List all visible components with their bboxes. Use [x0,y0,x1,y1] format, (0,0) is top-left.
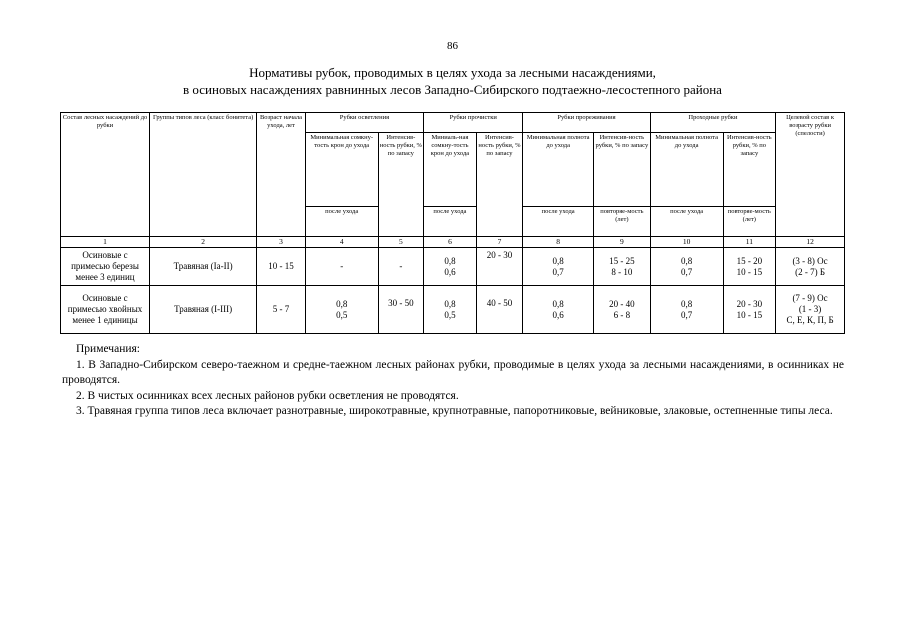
header-intensity-thinning: Интенсив-ность рубки, % по запасу [594,133,651,207]
notes-section [62,342,844,420]
cell-value: 8 - 10 [611,266,633,277]
cell-intensity-passing [723,248,776,286]
cell-intensity-clearing: - [378,248,424,286]
cell-value: 15 - 20 [736,255,763,266]
cell-value: С, Е, К, П, Б [786,315,834,325]
cell-value: 0,8 [552,298,564,309]
cell-value: (3 - 8) Ос [792,255,828,266]
cell-crown-closure-cleaning [424,248,477,286]
header-after-clearing: после ухода [305,207,378,237]
column-number: 11 [723,237,776,248]
header-repeat-passing: повторяе-мость (лет) [723,207,776,237]
norms-table [60,112,845,334]
cell-value: 0,8 [680,255,693,266]
cell-intensity-clearing: 30 - 50 [378,286,424,334]
column-number: 2 [150,237,257,248]
cell-value: 20 - 30 [736,298,763,309]
header-clearing: Рубки осветления [305,113,423,133]
header-repeat-thinning: повторяе-мость (лет) [594,207,651,237]
header-passing: Проходные рубки [650,113,775,133]
cell-value: (2 - 7) Б [795,266,826,277]
notes-heading: Примечания: [76,343,140,355]
cell-density-passing [650,248,723,286]
cell-value: 10 - 15 [736,309,763,320]
header-intensity-passing: Интенсив-ность рубки, % по запасу [723,133,776,207]
page-number: 86 [447,40,458,52]
cell-value: 0,6 [552,309,564,320]
cell-forest-group: Травяная (Ia-II) [150,248,257,286]
cell-target-composition [776,248,845,286]
header-after-thinning: после ухода [523,207,594,237]
note-item: 1. В Западно-Сибирском северо-таежном и средне-таежном лесных районах рубки, проводимые в целях ухода за лесными насаждениями, в осинниках не проводятся. [62,358,844,386]
column-number: 9 [594,237,651,248]
cell-value: 6 - 8 [613,309,631,320]
cell-value: 0,8 [336,298,348,309]
header-composition: Состав лесных насаждений до рубки [61,113,150,237]
column-number: 12 [776,237,845,248]
header-target: Целевой состав к возрасту рубки (спелости) [776,113,845,237]
column-number: 3 [257,237,306,248]
column-number: 1 [61,237,150,248]
header-cleaning: Рубки прочистки [424,113,523,133]
header-thinning: Рубки прореживания [523,113,650,133]
header-min-density-thinning: Минимальная полнота до ухода [523,133,594,207]
cell-crown-closure-cleaning [424,286,477,334]
cell-value: (1 - 3) [798,304,822,314]
table-row [61,248,845,286]
column-number: 7 [476,237,523,248]
cell-value: 0,6 [444,266,456,277]
cell-composition: Осиновые с примесью хвойных менее 1 единицы [61,286,150,334]
cell-value: 0,5 [444,309,456,320]
cell-value: 10 - 15 [736,266,763,277]
column-number: 5 [378,237,424,248]
cell-target-composition [776,286,845,334]
cell-crown-closure [305,286,378,334]
cell-value: 0,8 [552,255,564,266]
cell-density-thinning [523,286,594,334]
cell-crown-closure: - [305,248,378,286]
cell-intensity-cleaning: 20 - 30 [476,248,523,286]
cell-density-passing [650,286,723,334]
header-min-crown-closure: Минимальная сомкну-тость крон до ухода [305,133,378,207]
cell-forest-group: Травяная (I-III) [150,286,257,334]
column-number: 4 [305,237,378,248]
title-line-1: Нормативы рубок, проводимых в целях ухода за лесными насаждениями, [249,65,656,80]
cell-age: 10 - 15 [257,248,306,286]
column-number: 10 [650,237,723,248]
cell-intensity-thinning [594,248,651,286]
cell-intensity-cleaning: 40 - 50 [476,286,523,334]
header-min-crown-closure-cleaning: Миниаль-ная сомкну-тость крон до ухода [424,133,477,207]
note-item: 3. Травяная группа типов леса включает разнотравные, широкотравные, крупнотравные, папоротниковые, вейниковые, злаковые, остепненные типы леса. [76,405,833,417]
cell-value: 0,5 [336,309,348,320]
cell-value: 0,7 [680,266,693,277]
cell-age: 5 - 7 [257,286,306,334]
cell-value: 20 - 40 [609,298,635,309]
header-intensity-cleaning: Интенсив-ность рубки, % по запасу [476,133,523,237]
column-number: 8 [523,237,594,248]
cell-density-thinning [523,248,594,286]
table-row [61,286,845,334]
cell-intensity-thinning [594,286,651,334]
column-number: 6 [424,237,477,248]
header-intensity-clearing: Интенсив-ность рубки, % по запасу [378,133,424,237]
cell-value: 0,8 [680,298,693,309]
title-line-2: в осиновых насаждениях равнинных лесов Западно-Сибирского подтаежно-лесостепного района [183,82,722,97]
cell-value: 0,8 [444,255,456,266]
cell-value: 0,7 [552,266,564,277]
cell-composition: Осиновые с примесью березы менее 3 единиц [61,248,150,286]
cell-value: 15 - 25 [609,255,635,266]
header-forest-groups: Группы типов леса (класс бонитета) [150,113,257,237]
cell-value: (7 - 9) Ос [792,293,828,303]
note-item: 2. В чистых осинниках всех лесных районов рубки осветления не проводятся. [76,389,459,402]
header-after-cleaning: после ухода [424,207,477,237]
header-age: Возраст начала ухода, лет [257,113,306,237]
cell-intensity-passing [723,286,776,334]
cell-value: 0,8 [444,298,456,309]
document-title [0,64,905,98]
cell-value: 0,7 [680,309,693,320]
header-after-passing: после ухода [650,207,723,237]
header-min-density-passing: Минимальная полнота до ухода [650,133,723,207]
